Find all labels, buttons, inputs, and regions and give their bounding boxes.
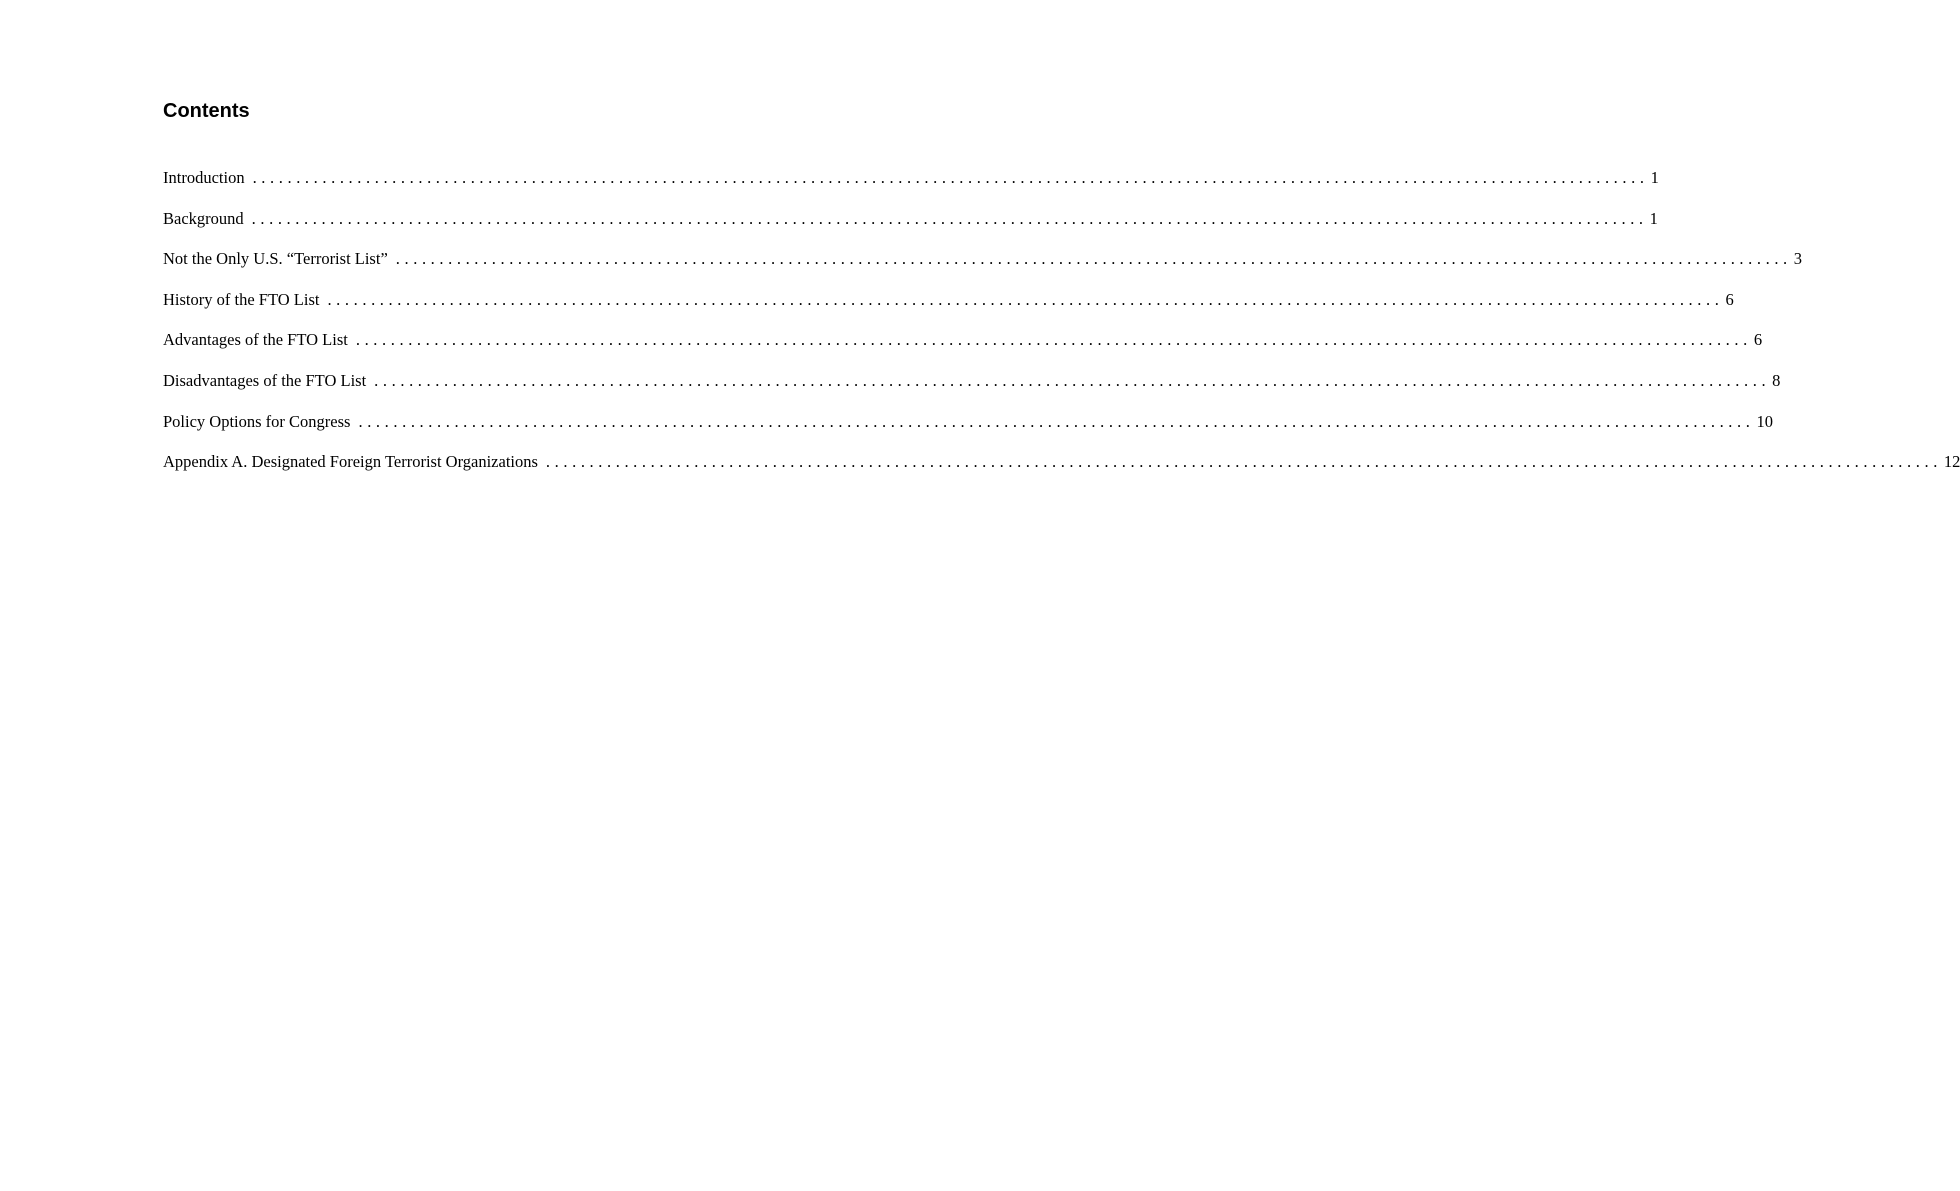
toc-entry-title: Disadvantages of the FTO List xyxy=(163,370,367,390)
toc-entry-background[interactable] xyxy=(163,208,1658,250)
toc-dot-leader: ................................................................................................................................................................ xyxy=(252,168,1649,187)
toc-entry-page: 12 xyxy=(1943,452,1960,472)
toc-dot-leader: ................................................................................................................................................................ xyxy=(374,370,1771,390)
toc-entry-title: Policy Options for Congress xyxy=(163,411,351,431)
toc-list xyxy=(163,168,1960,493)
toc-entry-disadvantages[interactable] xyxy=(163,370,1781,412)
toc-entry-title: Not the Only U.S. “Terrorist List” xyxy=(163,249,388,269)
toc-entry-page: 10 xyxy=(1756,411,1773,431)
toc-dot-leader: ................................................................................................................................................................ xyxy=(355,330,1752,350)
toc-entry-introduction[interactable] xyxy=(163,168,1659,209)
toc-entry-history[interactable] xyxy=(163,289,1734,331)
toc-dot-leader: ................................................................................................................................................................ xyxy=(358,411,1755,431)
toc-entry-page: 3 xyxy=(1793,249,1803,269)
toc-entry-page: 6 xyxy=(1725,289,1734,309)
toc-entry-page: 6 xyxy=(1753,330,1763,350)
toc-entry-policy-options[interactable] xyxy=(163,411,1773,453)
toc-entry-title: Advantages of the FTO List xyxy=(163,330,348,350)
toc-dot-leader: ................................................................................................................................................................ xyxy=(327,289,1724,309)
toc-dot-leader: ................................................................................................................................................................ xyxy=(545,452,1942,472)
toc-entry-title: Appendix A. Designated Foreign Terrorist Organizations xyxy=(163,452,538,472)
toc-entry-page: 1 xyxy=(1649,208,1658,228)
toc-entry-title: Introduction xyxy=(163,168,245,187)
toc-entry-appendix-a[interactable] xyxy=(163,452,1960,493)
toc-entry-terrorist-list[interactable] xyxy=(163,249,1803,290)
toc-entry-title: History of the FTO List xyxy=(163,289,320,309)
toc-dot-leader: ................................................................................................................................................................ xyxy=(251,208,1648,228)
toc-entry-advantages[interactable] xyxy=(163,330,1763,371)
toc-entry-page: 1 xyxy=(1650,168,1659,187)
toc-dot-leader: ................................................................................................................................................................ xyxy=(395,249,1792,269)
toc-entry-page: 8 xyxy=(1772,370,1781,390)
toc-entry-title: Background xyxy=(163,208,244,228)
contents-heading: Contents xyxy=(163,100,250,122)
